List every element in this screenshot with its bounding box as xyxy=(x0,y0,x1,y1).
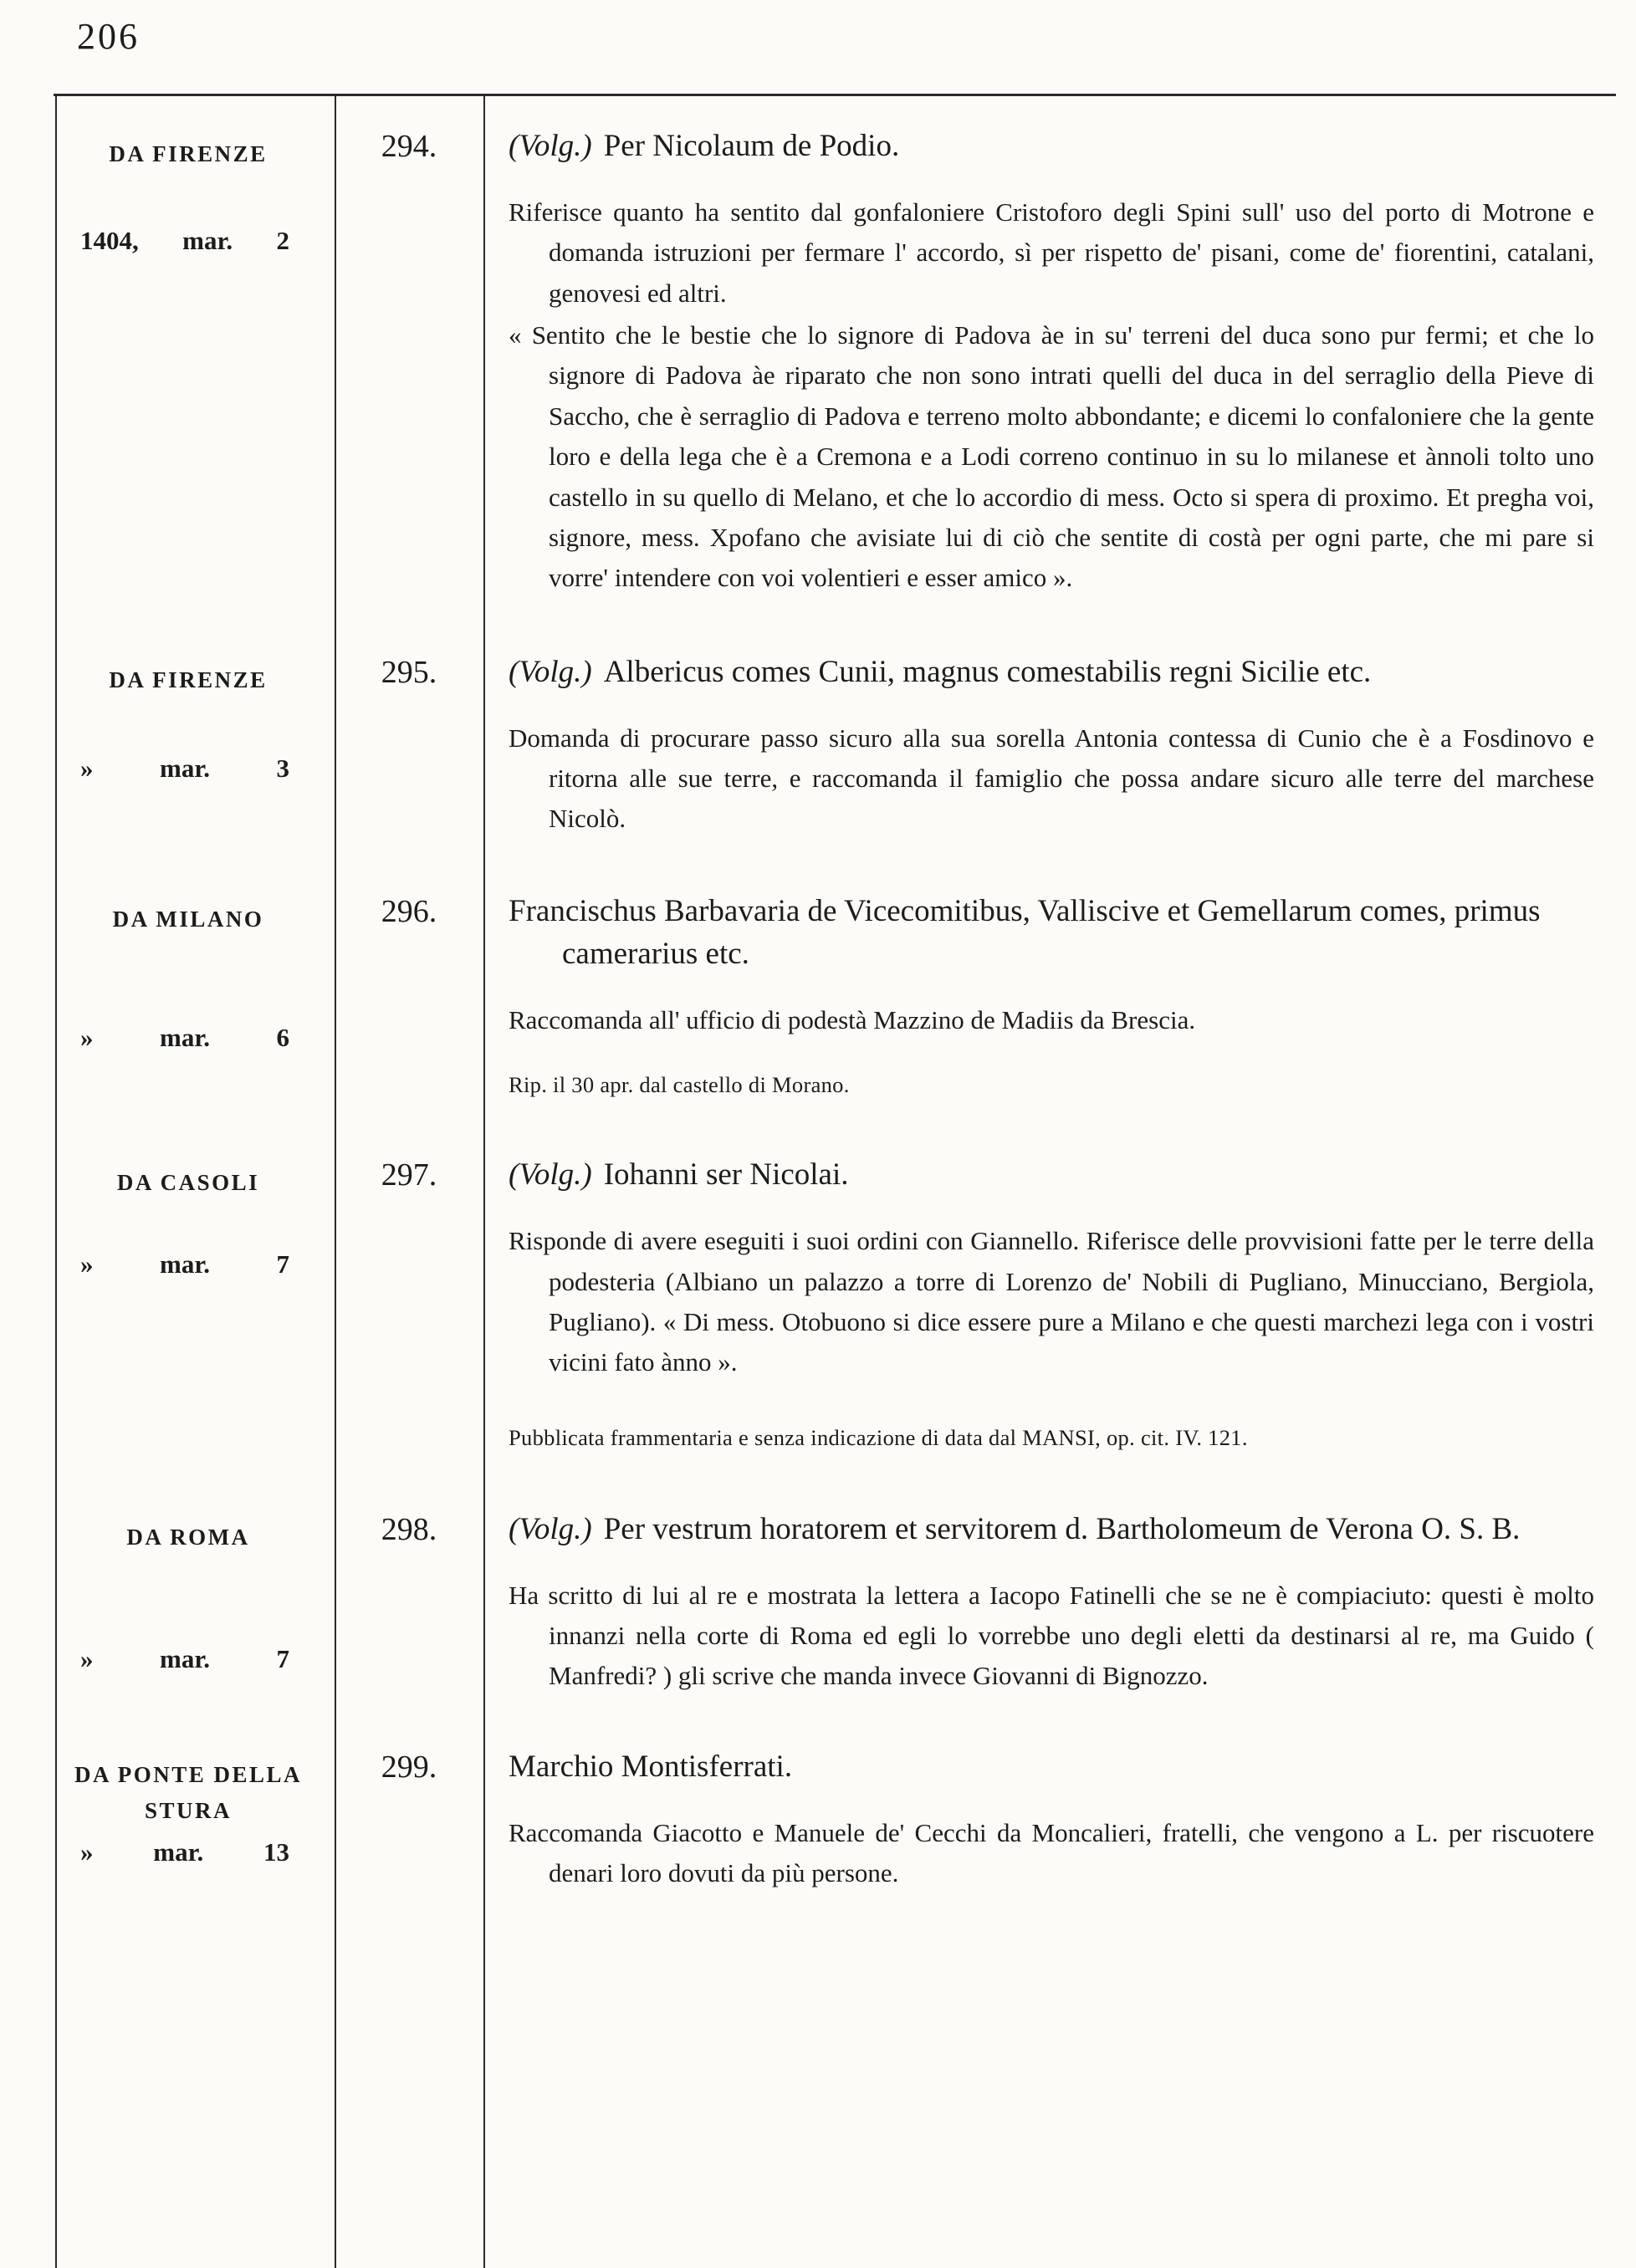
date-month: mar. xyxy=(153,1837,204,1867)
entry-number: 295. xyxy=(381,654,437,690)
entry-meta xyxy=(0,1745,335,1867)
date-day: 3 xyxy=(276,753,289,783)
date-month: mar. xyxy=(160,1643,210,1673)
entry-place: DA MILANO xyxy=(112,906,264,932)
date-month: mar. xyxy=(182,226,233,256)
entry-heading xyxy=(509,1745,1594,1788)
entry-note: Pubblicata frammentaria e senza indicazione di data dal MANSI, op. cit. IV. 121. xyxy=(509,1424,1248,1450)
entry-date xyxy=(80,1837,289,1867)
entry-note: Rip. il 30 apr. dal castello di Morano. xyxy=(509,1072,850,1098)
entry-meta xyxy=(0,1153,335,1280)
date-day: 13 xyxy=(263,1837,289,1867)
heading-text: Per vestrum horatorem et servitorem d. Bartholomeum de Verona O. S. B. xyxy=(603,1511,1521,1546)
entry-paragraph: « Sentito che le bestie che lo signore di Padova àe in su' terreni del duca sono pur fermi; et che lo signore di Padova àe riparato che non sono intrati quelli del duca in del serraglio della Pieve di Saccho, che è serraglio di Padova e terreno molto abbondante; e dicemi lo confaloniere che la gente loro e della lega che è a Cremona e a Lodi correno continuo in su lo milanese et ànnoli tolto uno castello in su quello di Melano, et che lo accordio di mess. Octo si spera di proximo. Et pregha voi, signore, mess. Xpofano che avisiate lui di ciò che sentite di costà per ogni parte, che mi pare si vorre' intendere con voi volentieri e esser amico ». xyxy=(509,320,1594,593)
entry-298 xyxy=(0,1508,1636,1697)
entry-number: 298. xyxy=(381,1511,437,1547)
entries-list xyxy=(0,96,1636,1894)
date-month: mar. xyxy=(160,753,210,783)
entry-body xyxy=(483,1508,1636,1697)
entry-number: 296. xyxy=(381,893,437,929)
volg-label: (Volg.) xyxy=(509,1511,592,1546)
entry-meta xyxy=(0,890,335,1053)
volg-label: (Volg.) xyxy=(509,1157,592,1193)
entry-299 xyxy=(0,1745,1636,1894)
volg-label: (Volg.) xyxy=(509,654,592,689)
entry-date xyxy=(80,753,289,784)
date-ditto: » xyxy=(80,1022,94,1052)
entry-meta xyxy=(0,125,335,256)
entry-number: 297. xyxy=(381,1157,437,1193)
date-month: mar. xyxy=(160,1249,210,1280)
entry-place: DA FIRENZE xyxy=(109,141,268,166)
entry-heading xyxy=(509,1153,1594,1196)
entry-body xyxy=(483,125,1636,599)
entry-heading xyxy=(509,125,1594,167)
date-ditto: » xyxy=(80,1837,94,1867)
entry-body xyxy=(483,1745,1636,1894)
entry-294 xyxy=(0,125,1636,599)
entry-296 xyxy=(0,890,1636,1098)
entry-paragraph: Raccomanda all' ufficio di podestà Mazzino de Madiis da Brescia. xyxy=(509,1004,1196,1034)
date-ditto: » xyxy=(80,753,94,783)
entry-date xyxy=(80,1644,289,1674)
entry-place: DA CASOLI xyxy=(116,1170,260,1196)
heading-text: Marchio Montisferrati. xyxy=(509,1749,793,1784)
entry-heading xyxy=(509,1508,1594,1550)
entry-295 xyxy=(0,651,1636,840)
entry-body xyxy=(483,890,1636,1098)
entry-paragraph: Raccomanda Giacotto e Manuele de' Cecchi da Moncalieri, fratelli, che vengono a L. per riscuotere denari loro dovuti da più persone. xyxy=(509,1817,1594,1888)
entry-date xyxy=(80,226,289,256)
entry-number: 294. xyxy=(381,129,437,164)
date-ditto: » xyxy=(80,1249,94,1280)
entry-meta xyxy=(0,651,335,784)
date-day: 7 xyxy=(276,1249,289,1280)
entry-paragraph: Risponde di avere eseguiti i suoi ordini con Giannello. Riferisce delle provvisioni fatte per le terre della podesteria (Albiano un palazzo a torre di Lorenzo de' Nobili di Pugliano, Minucciano, Bergiola, Pugliano). « Di mess. Otobuono si dice essere pure a Milano e che questi marchezi lega con i vostri vicini fato ànno ». xyxy=(509,1226,1594,1377)
entry-paragraph: Ha scritto di lui al re e mostrata la lettera a Iacopo Fatinelli che se ne è compiaciuto: questi è molto innanzi nella corte di Roma ed egli lo vorrebbe uno degli eletti da destinarsi al re, ma Guido ( Manfredi? ) gli scrive che manda invece Giovanni di Bignozzo. xyxy=(509,1580,1594,1691)
entry-date xyxy=(80,1249,289,1280)
entry-place-line2: STURA xyxy=(144,1798,233,1824)
page-number: 206 xyxy=(77,16,140,57)
date-day: 7 xyxy=(276,1643,289,1673)
entry-paragraph: Riferisce quanto ha sentito dal gonfaloniere Cristoforo degli Spini sull' uso del porto di Motrone e domanda istruzioni per fermare l' accordo, sì per rispetto de' pisani, come de' fiorentini, catalani, genovesi ed altri. xyxy=(509,197,1594,308)
entry-number: 299. xyxy=(381,1749,437,1785)
entry-place: DA PONTE DELLA xyxy=(74,1761,303,1787)
entry-heading xyxy=(509,890,1594,975)
date-ditto: » xyxy=(80,1643,94,1673)
heading-text: Per Nicolaum de Podio. xyxy=(603,129,900,163)
date-day: 2 xyxy=(276,226,289,256)
entry-date xyxy=(80,1023,289,1053)
entry-place: DA FIRENZE xyxy=(109,667,268,692)
entry-meta xyxy=(0,1508,335,1674)
heading-text: Albericus comes Cunii, magnus comestabilis regni Sicilie etc. xyxy=(603,654,1372,689)
entry-place: DA ROMA xyxy=(126,1524,250,1550)
entry-body xyxy=(483,1153,1636,1450)
volg-label: (Volg.) xyxy=(509,129,592,163)
heading-text: Francischus Barbavaria de Vicecomitibus, Valliscive et Gemellarum comes, primus camerarius etc. xyxy=(509,893,1541,971)
entry-297 xyxy=(0,1153,1636,1450)
entry-paragraph: Domanda di procurare passo sicuro alla sua sorella Antonia contessa di Cunio che è a Fosdinovo e ritorna alle sue terre, e raccomanda il famiglio che possa andare sicuro alle terre del marchese Nicolò. xyxy=(509,723,1594,834)
entry-body xyxy=(483,651,1636,840)
date-year: 1404, xyxy=(80,226,139,256)
date-month: mar. xyxy=(160,1022,210,1052)
entry-heading xyxy=(509,651,1594,693)
date-day: 6 xyxy=(276,1022,289,1052)
heading-text: Iohanni ser Nicolai. xyxy=(603,1157,849,1193)
